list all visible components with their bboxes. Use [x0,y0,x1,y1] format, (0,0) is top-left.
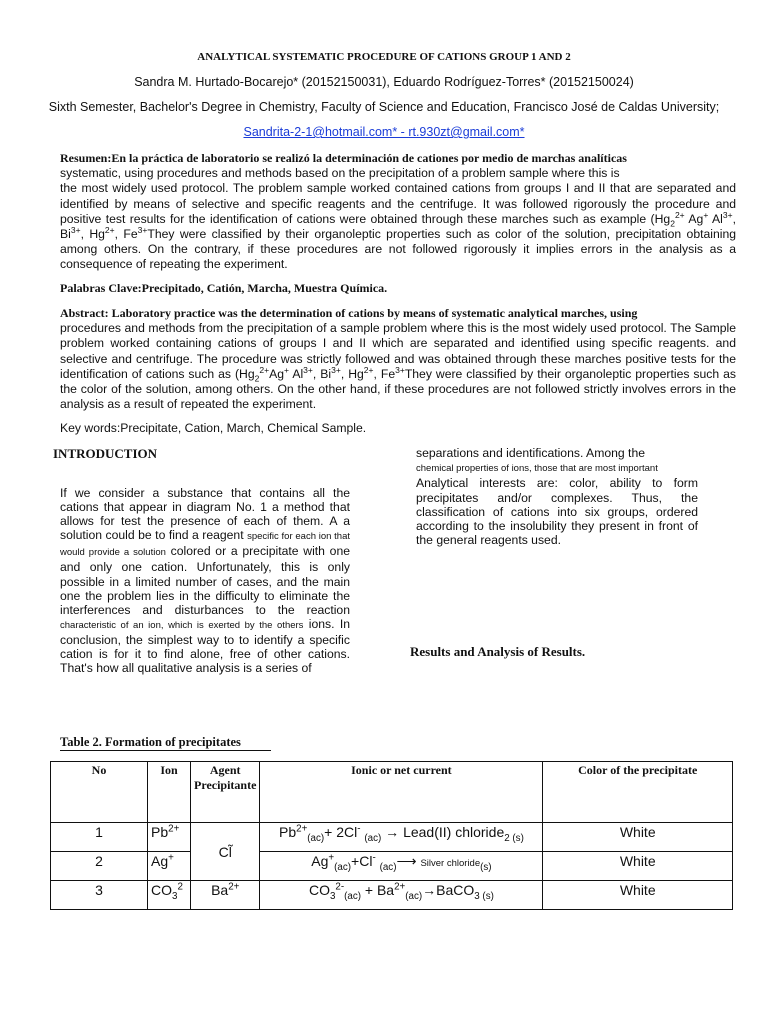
abstract-body: procedures and methods from the precipitation of a sample problem where this is the most widely used protocol. The Sample problem worked containing cations of groups I and II which are separated and identified using specific reagents. and selective and centrifuge. The procedure was strictly followed and was obtained through these marches positive tests for the identification of cations such as (Hg [60,321,736,381]
resumen-tail: They were classified by their organoleptic properties such as color of the solution, precipitation obtaining among others. On the contrary, if these procedures are not followed rigorously it implies errors in the analysis as a consequence of repeating the experiment. [60,227,737,272]
resumen-ion-sub: 2 [670,218,675,229]
intro-right-small: chemical properties of ions, those that are most important [416,463,658,475]
table-row [51,823,733,852]
table-row [51,852,733,881]
cell-color: White [543,881,733,910]
cell-reaction: $CO_3^{2-}_{(ac)}$ + $Ba^{2+}_{(ac)}\to BaCO_{3 (s)}$ [260,881,543,910]
email-links[interactable]: Sandrita-2-1@hotmail.com* - rt.930zt@gmail.com* [243,125,525,139]
intro-left-small2: characteristic of an ion, which is exerted by the others [60,619,304,631]
cell-no: 3 [51,881,148,910]
resumen-body: the most widely used protocol. The problem sample worked contained cations from groups I and II that are separated and identified by means of selective and specific reagents and the centrifuge. It was followed rigorously the procedure and positive test results for the identification of cations were obtained through these marches such as example (Hg [60,181,736,226]
table-caption: Table 2. Formation of precipitates [60,735,271,751]
col-header-no: No [51,762,148,823]
intro-left-column [60,486,350,675]
cell-color: White [543,823,733,852]
abstract-lead: Abstract: Laboratory practice was the determination of cations by means of systematic analytical marches, using [60,306,638,320]
cell-ion: Ag+ [148,852,191,881]
intro-heading: INTRODUCTION [53,446,158,461]
col-header-color: Color of the precipitate [543,762,733,823]
intro-left-c: ions. In conclusion, the simplest way to to identify a specific cation is for it to find alone, free of other cations. That's how all qualitative analysis is a series of [60,616,350,676]
cell-ion: $Pb^{2+}$ [148,823,191,852]
col-header-reaction: Ionic or net current [260,762,543,823]
affiliation-line: Sixth Semester, Bachelor's Degree in Chemistry, Faculty of Science and Education, Francisco José de Caldas University; [48,100,720,114]
resumen-ion-sup: 2+ [674,209,685,220]
intro-left-a: If we consider a substance that contains all the cations that appear in diagram No. 1 a method that allows for test the presence of each of them. A a solution could be to find a reagent [60,486,350,543]
resumen-ions: Ag+ $Al^{3+}$, $Bi^{3+}$, $Hg^{2+}$, $Fe^{3+}$ [60,209,736,242]
paper-title: ANALYTICAL SYSTEMATIC PROCEDURE OF CATIONS GROUP 1 AND 2 [197,51,571,63]
cell-reaction: $Pb^{2+}_{(ac)}+ 2Cl^-$ $_{(ac)}$ → Lead(II) chloride$_{2 (s)}$ [260,823,543,852]
abstract-tail: They were classified by their organoleptic properties such as the color of the solution, among others. On the other hand, if these procedures are not followed strictly involves errors in the analysis as a result of repeated the experiment. [60,366,737,412]
intro-left-b: colored or a precipitate with one and only one cation. Unfortunately, this is only possible in a limited number of cases, and the main one the problem lies in the difficulty to eliminate the interferences and disturbances to the reaction [60,544,350,617]
resumen-paragraph [60,151,736,273]
results-heading: Results and Analysis of Results. [410,644,586,659]
intro-right-b: Analytical interests are: color, ability to form precipitates and/or complexes. Thus, the classification of cations into six groups, ordered according to the insolubility they present in front of the general reagents used. [416,476,698,548]
cell-reaction: $Ag^+_{(ac)}+Cl^-$ $_{(ac)}$⟶ Silver chloride$_{(s)}$ [260,852,543,881]
resumen-line2: systematic, using procedures and methods based on the precipitation of a problem sample where this is [60,166,620,181]
col-header-ion: Ion [148,762,191,823]
cell-no: 1 [51,823,148,852]
resumen-lead: Resumen:En la práctica de laboratorio se realizó la determinación de cationes por medio de marchas analíticas [60,151,627,165]
intro-right-a: separations and identifications. Among the [416,446,646,460]
col-header-agent: Agent Precipitante [191,762,260,823]
cell-agent: $Ba^{2+}$ [191,881,260,910]
cell-ion: $CO_3^2$ [148,881,191,910]
palabras-clave: Palabras Clave:Precipitado, Catión, Marcha, Muestra Química. [60,281,388,295]
table-row [51,881,733,910]
intro-left-small1: specific for each ion that would provide a solution [60,531,350,559]
cell-color: White [543,852,733,881]
intro-right-column [416,446,698,547]
abstract-paragraph: Abstract: Laboratory practice was the determination of cations by means of systematic analytical marches, using procedures and methods from the precipitation of a sample problem where this is the most widely used protocol. The Sample problem worked containing cations of groups I and II which are separated and identified using specific reagents. and selective and centrifuge. The procedure was strictly followed and was obtained through these marches positive tests for the identification of cations such as ($Hg_2^{2+}Ag^+$ $Al^{3+}$, $Bi^{3+}$, $Hg^{2+}$, $Fe^{3+}They$ were classified by their organoleptic properties such as the color of the solution, among others. On the other hand, if these procedures are not followed strictly involves errors in the analysis as a result of repeated the experiment. [60,306,737,412]
table-header-row [51,762,733,823]
cell-agent: Cl̃ [191,823,260,881]
ion-ag: Ag [688,211,704,226]
authors-line: Sandra M. Hurtado-Bocarejo* (20152150031), Eduardo Rodríguez-Torres* (20152150024) [134,75,634,89]
precipitates-table [50,761,733,910]
keywords-line: Key words:Precipitate, Cation, March, Chemical Sample. [60,421,367,435]
cell-no: 2 [51,852,148,881]
